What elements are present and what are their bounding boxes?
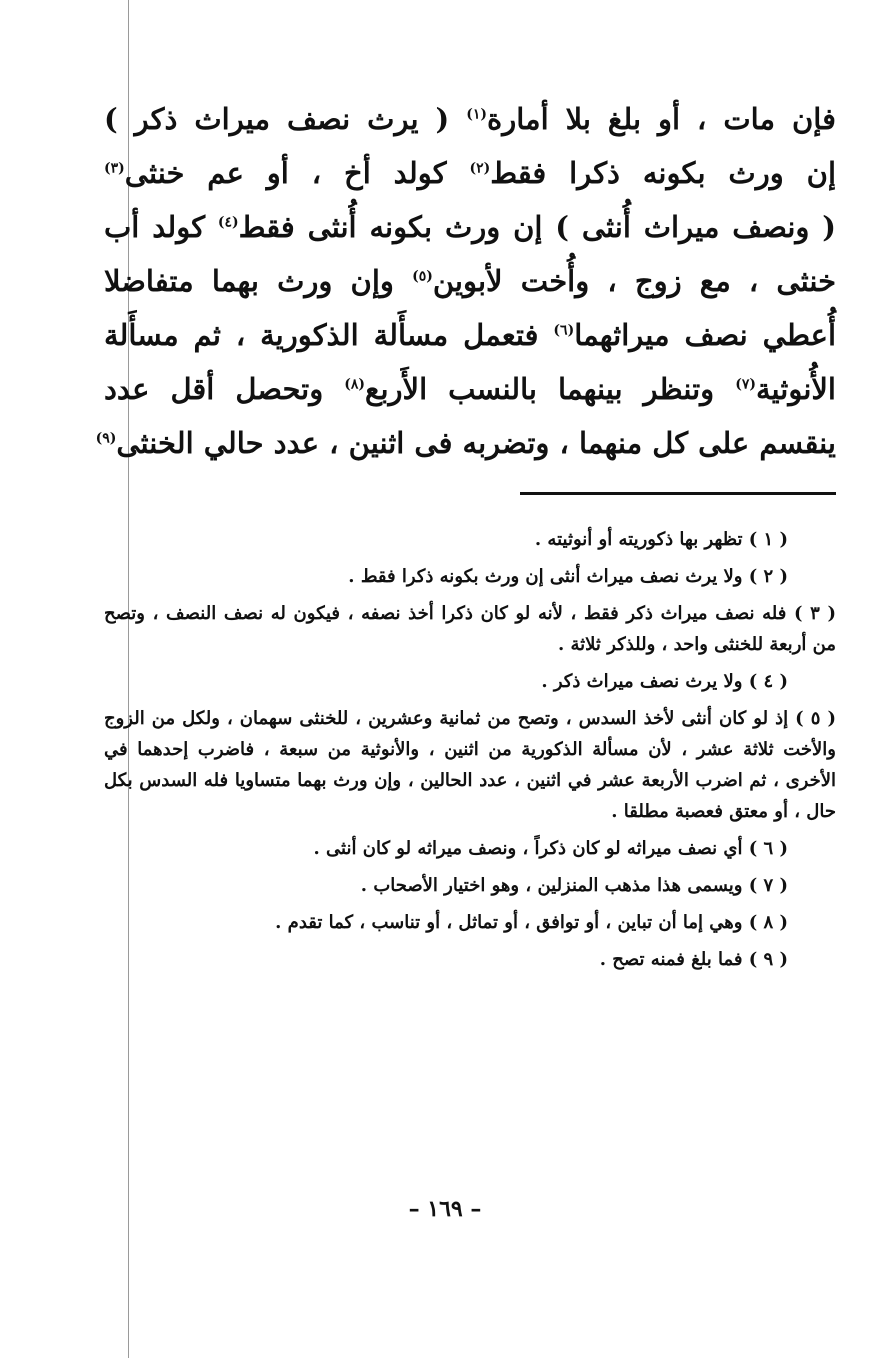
main-text-line-7 (95, 416, 836, 470)
text-segment: وتحصل أقل عدد (104, 372, 324, 406)
footnote-marker-8[interactable]: (٨) (344, 376, 366, 393)
footnote-3: ( ٣ ) فله نصف ميراث ذكر فقط ، لأنه لو كان ذكرا أخذ نصفه ، فيكون له نصف النصف ، وتصح من أربعة للخنثى واحد ، وللذكر ثلاثة . (104, 603, 836, 655)
footnote-marker-6[interactable]: (٦) (553, 322, 575, 339)
main-text-line-2 (104, 146, 836, 200)
text-segment: فتعمل مسأَلة الذكورية ، ثم مسأَلة (104, 318, 539, 352)
footnote-4: ( ٤ ) ولا يرث نصف ميراث ذكر . (541, 671, 788, 692)
footnote-marker-7[interactable]: (٧) (735, 376, 756, 393)
footnote-5: ( ٥ ) إذ لو كان أنثى لأخذ السدس ، وتصح من ثمانية وعشرين ، للخنثى سهمان ، ولكل من الزوج والأخت ثلاثة عشر ، لأن مسألة الذكورية من اثنين ، والأنوثية من سبعة ، فاضرب إحدهما في الأخرى ، ثم اضرب الأربعة عشر في اثنين ، عدد الحالين ، وإن ورث بهما متساويا فله السدس بكل حال ، أو معتق فعصبة مطلقا . (104, 708, 836, 822)
text-segment: كولد أخ ، أو عم خنثى (124, 156, 447, 190)
footnote-separator (520, 492, 836, 495)
main-text-line-1 (104, 92, 836, 146)
text-segment: فإن مات ، أو بلغ بلا أمارة (487, 102, 836, 136)
main-text-line-5 (104, 308, 836, 362)
footnote-marker-9[interactable]: (٩) (95, 430, 117, 447)
footnote-6: ( ٦ ) أي نصف ميراثه لو كان ذكراً ، ونصف ميراثه لو كان أنثى . (313, 838, 788, 859)
footnote-marker-3[interactable]: (٣) (104, 160, 125, 177)
footnote-marker-4[interactable]: (٤) (217, 214, 239, 231)
main-text-line-6 (104, 362, 836, 416)
text-segment: وتنظر بينهما بالنسب الأَربع (365, 372, 715, 406)
footnotes-section (104, 524, 836, 981)
text-segment: الأُنوثية (755, 372, 836, 406)
footnote-7: ( ٧ ) ويسمى هذا مذهب المنزلين ، وهو اختيار الأصحاب . (360, 875, 788, 896)
footnote-1: ( ١ ) تظهر بها ذكوريته أو أنوثيته . (534, 529, 788, 550)
text-segment: كولد أب (104, 210, 206, 244)
footnote-8: ( ٨ ) وهي إما أن تباين ، أو توافق ، أو تماثل ، أو تناسب ، كما تقدم . (275, 912, 788, 933)
text-segment: إن ورث بكونه ذكرا فقط (490, 156, 836, 190)
text-segment: خنثى ، مع زوج ، وأُخت لأبوين (432, 264, 836, 298)
text-segment: وإن ورث بهما متفاضلا (104, 264, 394, 298)
footnote-9: ( ٩ ) فما بلغ فمنه تصح . (599, 949, 788, 970)
text-segment: ينقسم على كل منهما ، وتضربه فى اثنين ، عدد حالي الخنثى (116, 426, 836, 460)
page-number: – ١٦٩ – (408, 1196, 482, 1222)
main-text-line-3 (104, 200, 836, 254)
footnote-marker-1[interactable]: (١) (466, 106, 487, 123)
text-segment: أُعطي نصف ميراثهما (574, 318, 836, 352)
main-text-block (95, 92, 836, 470)
footnote-2: ( ٢ ) ولا يرث نصف ميراث أنثى إن ورث بكونه ذكرا فقط . (348, 566, 788, 587)
footnote-marker-2[interactable]: (٢) (469, 160, 491, 177)
text-segment: ( ونصف ميراث أُنثى ) إن ورث بكونه أُنثى فقط (238, 210, 836, 244)
footnote-marker-5[interactable]: (٥) (412, 268, 433, 285)
main-text-line-4 (104, 254, 836, 308)
text-segment: ( يرث نصف ميراث ذكر ) (104, 102, 450, 136)
